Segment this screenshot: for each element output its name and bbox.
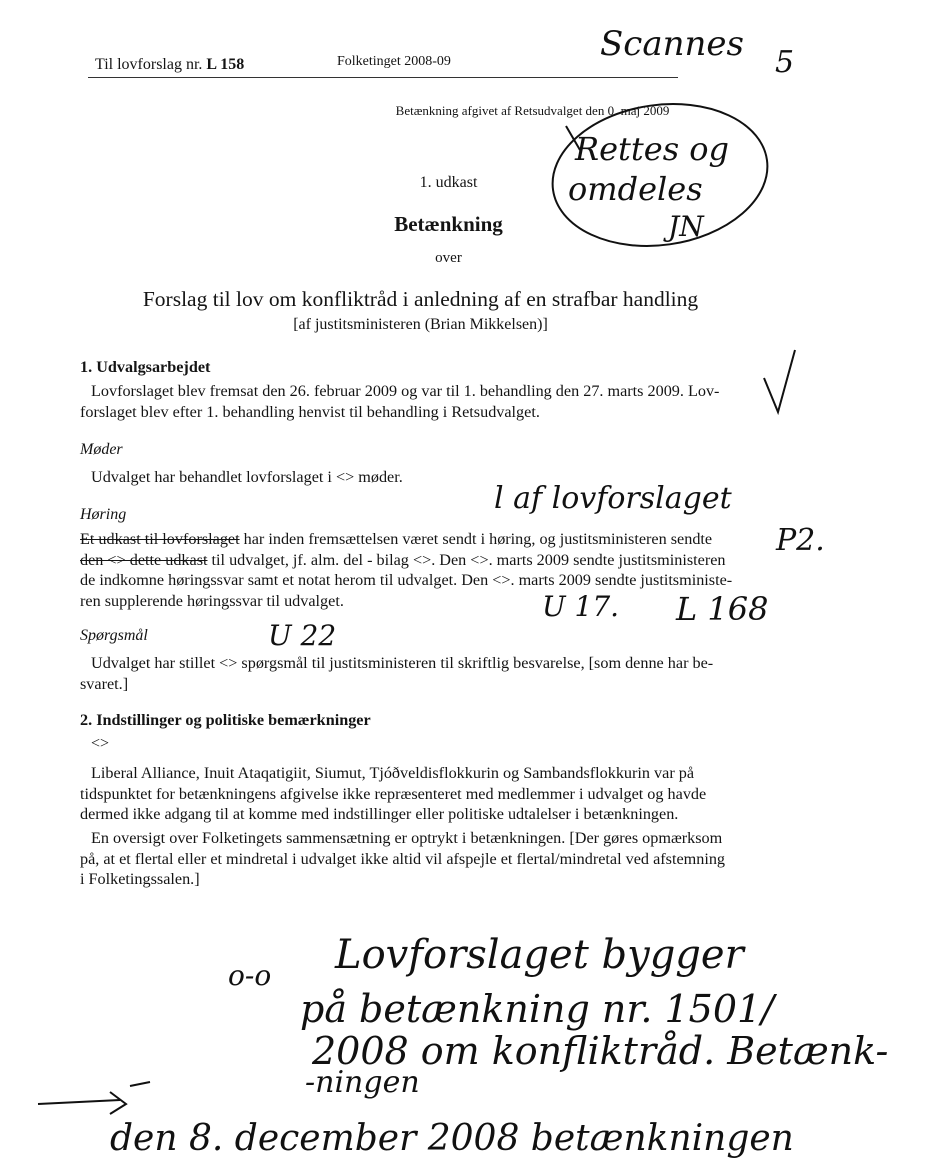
bill-subtitle: [af justitsministeren (Brian Mikkelsen)] (293, 316, 548, 333)
text-line: dermed ikke adgang til at komme med indstillinger eller politiske udtalelser i betænkningen. (80, 805, 679, 823)
u22-note: U 22 (268, 619, 337, 652)
l168-note: L 168 (676, 590, 769, 628)
moder-paragraph (80, 467, 756, 488)
text-line (80, 550, 756, 571)
arrow-icon (38, 1082, 150, 1114)
p2-note: P2. (776, 523, 825, 558)
session-label: Folketinget 2008-09 (337, 54, 451, 69)
text-line: ren supplerende høringssvar til udvalget. (80, 591, 344, 610)
u17-note: U 17. (542, 590, 620, 623)
bottom-note-line-4: -ningen (305, 1065, 420, 1100)
text-span: til udvalget, jf. alm. del - bilag <>. Den <>. marts 2009 sendte justitsministeren (211, 550, 726, 569)
text-line: svaret.] (80, 674, 129, 693)
circle-note-line-1: Rettes og (575, 130, 730, 168)
text-line: de indkomne høringssvar samt et notat herom til udvalget. Den <>. marts 2009 sendte justitsministe- (80, 571, 733, 589)
section-1-paragraph (80, 381, 756, 422)
text-line: tidspunktet for betænkningens afgivelse ikke repræsenteret med medlemmer i udvalget og havde (80, 784, 707, 803)
bill-title: Forslag til lov om konfliktråd i anledning af en strafbar handling (142, 287, 699, 311)
text-line: forslaget blev efter 1. behandling henvist til behandling i Retsudvalget. (80, 402, 540, 421)
lovforslaget-note: l af lovforslaget (494, 481, 732, 516)
header-rule (88, 77, 678, 78)
bottom-note-line-3: 2008 om konfliktråd. Betænk- (312, 1029, 889, 1073)
document-title: Betænkning (394, 212, 503, 236)
horing-heading: Høring (80, 506, 127, 523)
spoergsmaal-paragraph (80, 653, 756, 694)
text-line: i Folketingssalen.] (80, 870, 200, 888)
placeholder-marker: <> (91, 735, 110, 752)
margin-oo-note: o-o (228, 959, 272, 992)
scannes-number: 5 (775, 45, 795, 80)
bottom-note-line-2: på betænkning nr. 1501/ (300, 987, 774, 1031)
section-2-paragraph-1 (80, 763, 756, 825)
scannes-note: Scannes (600, 24, 744, 64)
text-line (80, 529, 756, 550)
lovforslag-prefix: Til lovforslag nr. (95, 56, 203, 73)
section-2-paragraph-2 (80, 828, 756, 890)
draft-label: 1. udkast (419, 174, 478, 191)
checkmark-icon (764, 350, 795, 412)
text-span: har inden fremsættelsen været sendt i høring, og justitsministeren sendte (243, 530, 713, 548)
text-line: Liberal Alliance, Inuit Ataqatigiit, Siumut, Tjóðveldisflokkurin og Sambandsflokkurin var på (91, 764, 695, 782)
horing-paragraph (80, 529, 756, 611)
text-line: Lovforslaget blev fremsat den 26. februar 2009 og var til 1. behandling den 27. marts 2009. Lov- (91, 382, 720, 400)
lovforslag-number (95, 56, 244, 74)
struck-text: den <> dette udkast (80, 550, 208, 569)
moder-heading: Møder (80, 441, 123, 458)
text-line: på, at et flertal eller et mindretal i udvalget ikke altid vil afspejle et flertal/mindretal ved afstemning (80, 849, 726, 868)
section-1-heading: 1. Udvalgsarbejdet (80, 358, 211, 376)
section-2-heading: 2. Indstillinger og politiske bemærkninger (80, 711, 371, 729)
over-label: over (435, 250, 462, 266)
lovforslag-id: L 158 (206, 56, 245, 73)
circle-note-line-3: JN (668, 210, 704, 243)
bottom-note-line-1: Lovforslaget bygger (335, 932, 744, 978)
struck-text: Et udkast til lovforslaget (80, 530, 240, 548)
spoergsmaal-heading: Spørgsmål (80, 627, 148, 644)
afgivet-line: Betænkning afgivet af Retsudvalget den 0. maj 2009 (395, 103, 670, 118)
text-line: En oversigt over Folketingets sammensætning er optrykt i betænkningen. [Der gøres opmærksom (91, 829, 723, 847)
checkmark-stroke (566, 126, 580, 150)
bottom-note-line-5: den 8. december 2008 betænkningen (110, 1118, 794, 1159)
circle-note-line-2: omdeles (568, 170, 703, 208)
text-line: Udvalget har behandlet lovforslaget i <> møder. (91, 468, 403, 486)
text-line: Udvalget har stillet <> spørgsmål til justitsministeren til skriftlig besvarelse, [som denne har be- (91, 654, 714, 672)
